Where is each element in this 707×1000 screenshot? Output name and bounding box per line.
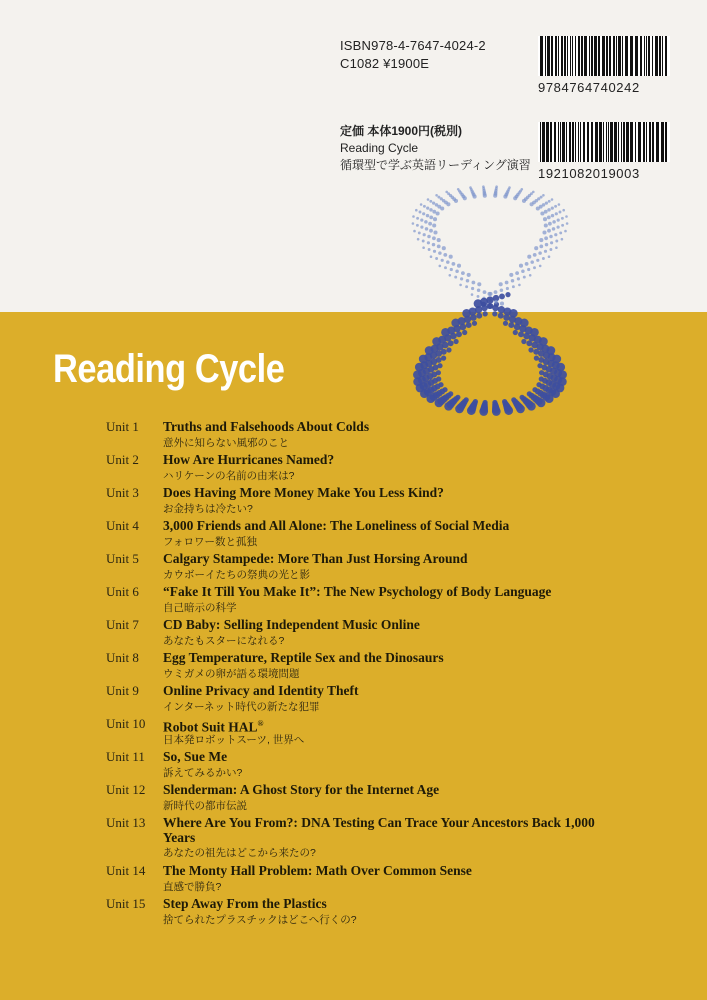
- unit-title: Egg Temperature, Reptile Sex and the Dinosaurs: [163, 650, 444, 665]
- logo-dot: [556, 363, 565, 372]
- logo-dot: [544, 236, 548, 240]
- logo-dot: [449, 255, 453, 259]
- logo-dot: [547, 208, 551, 212]
- logo-dot: [425, 227, 429, 231]
- book-title: Reading Cycle: [53, 347, 285, 391]
- logo-dot: [439, 265, 442, 268]
- logo-dot: [519, 264, 523, 268]
- logo-dot: [540, 211, 544, 215]
- logo-dot: [525, 262, 529, 266]
- logo-dot: [529, 274, 532, 277]
- logo-dot: [476, 313, 482, 319]
- unit-label: Unit 5: [106, 551, 139, 566]
- logo-dot: [509, 309, 518, 318]
- unit-title: The Monty Hall Problem: Math Over Common Sense: [163, 863, 472, 878]
- logo-dot: [530, 202, 534, 206]
- logo-dot: [559, 211, 562, 214]
- logo-dot: [492, 311, 497, 316]
- logo-dot: [493, 194, 497, 198]
- unit-label: Unit 11: [106, 749, 145, 764]
- logo-dot: [433, 230, 437, 234]
- logo-dot: [552, 355, 561, 364]
- logo-dot: [462, 330, 467, 335]
- logo-dot: [454, 199, 458, 203]
- logo-dot: [483, 290, 487, 294]
- logo-dot: [548, 222, 552, 226]
- logo-dot: [413, 230, 416, 233]
- logo-dot: [488, 292, 492, 296]
- logo-dot: [552, 220, 556, 224]
- unit-title: Truths and Falsehoods About Colds: [163, 419, 370, 434]
- logo-dot: [494, 290, 498, 294]
- logo-dot: [460, 277, 463, 280]
- price-line: 定価 本体1900円(税別): [340, 124, 463, 138]
- unit-subtitle: 自己暗示の科学: [163, 602, 237, 614]
- logo-dot: [548, 200, 551, 203]
- logo-dot: [474, 299, 483, 308]
- logo-dot: [471, 293, 474, 296]
- unit-subtitle: 日本発ロボットスーツ, 世界へ: [163, 734, 305, 746]
- logo-dot: [420, 219, 423, 222]
- unit-label: Unit 13: [106, 815, 146, 830]
- logo-dot: [547, 229, 551, 233]
- logo-dot: [432, 337, 441, 346]
- logo-dot: [463, 196, 467, 200]
- logo-dot: [547, 346, 556, 355]
- unit-subtitle: あなたもスターになれる?: [163, 635, 285, 647]
- logo-dot: [459, 284, 462, 287]
- logo-dot: [416, 217, 419, 220]
- logo-dot: [479, 407, 488, 416]
- logo-dot: [512, 285, 515, 288]
- logo-dot: [412, 215, 415, 218]
- logo-dot: [415, 363, 424, 372]
- logo-dot: [438, 251, 442, 255]
- logo-dot: [432, 243, 436, 247]
- unit-subtitle: フォロワー数と孤独: [163, 536, 257, 548]
- unit-title: CD Baby: Selling Independent Music Online: [163, 617, 420, 632]
- logo-dot: [426, 207, 429, 210]
- logo-dot: [435, 194, 438, 197]
- unit-title: Does Having More Money Make You Less Kind?: [163, 485, 444, 500]
- logo-dot: [503, 195, 507, 199]
- logo-dot: [433, 250, 436, 253]
- logo-dot: [466, 279, 470, 283]
- logo-dot: [508, 322, 514, 328]
- unit-subtitle: 直感で勝負?: [163, 881, 222, 893]
- logo-dot: [555, 240, 558, 243]
- logo-dot: [465, 285, 468, 288]
- logo-dot: [443, 253, 447, 257]
- logo-dot: [432, 202, 435, 205]
- logo-dot: [550, 241, 553, 244]
- price-block-title-en: Reading Cycle: [340, 141, 419, 155]
- logo-dot: [467, 273, 471, 277]
- logo-dot: [555, 246, 558, 249]
- logo-dot: [444, 402, 453, 411]
- logo-dot: [419, 211, 422, 214]
- logo-dot: [441, 328, 450, 337]
- logo-dot: [451, 319, 460, 328]
- logo-dot: [423, 233, 426, 236]
- logo-dot: [551, 207, 554, 210]
- logo-dot: [472, 281, 476, 285]
- logo-dot: [544, 223, 548, 227]
- logo-dot: [545, 243, 549, 247]
- unit-title: Slenderman: A Ghost Story for the Internet Age: [163, 782, 440, 797]
- logo-dot: [520, 319, 529, 328]
- unit-label: Unit 14: [106, 863, 146, 878]
- logo-dot: [533, 266, 536, 269]
- logo-dot: [534, 356, 539, 361]
- logo-dot: [527, 402, 536, 411]
- logo-dot: [542, 257, 545, 260]
- logo-dot: [533, 253, 537, 257]
- classification-price-line: C1082 ¥1900E: [340, 56, 430, 71]
- logo-dot: [522, 199, 526, 203]
- logo-dot: [551, 198, 554, 201]
- logo-dot: [432, 223, 436, 227]
- logo-dot: [426, 214, 430, 218]
- unit-subtitle: カウボーイたちの祭典の光と影: [163, 569, 310, 581]
- unit-subtitle: ウミガメの卵が語る環境問題: [163, 668, 300, 680]
- logo-dot: [536, 206, 540, 210]
- unit-title: Robot Suit HAL: [163, 719, 258, 735]
- logo-dot: [473, 195, 477, 199]
- logo-dot: [537, 399, 546, 408]
- logo-dot: [418, 231, 421, 234]
- logo-dot: [565, 215, 568, 218]
- logo-dot: [494, 300, 498, 304]
- logo-dot: [505, 292, 510, 297]
- logo-dot: [506, 287, 509, 290]
- logo-dot: [477, 295, 480, 298]
- logo-dot: [467, 406, 476, 415]
- logo-dot: [440, 206, 444, 210]
- logo-dot: [516, 405, 525, 414]
- logo-dot: [557, 219, 560, 222]
- unit-label: Unit 4: [106, 518, 139, 533]
- logo-dot: [543, 217, 547, 221]
- unit-title: So, Sue Me: [163, 749, 228, 764]
- logo-dot: [446, 347, 451, 352]
- logo-dot: [566, 222, 569, 225]
- unit-subtitle: 意外に知らない風邪のこと: [163, 437, 289, 449]
- logo-dot: [446, 260, 450, 264]
- logo-dot: [435, 257, 438, 260]
- logo-dot: [441, 356, 446, 361]
- logo-dot: [430, 255, 433, 258]
- logo-dot: [561, 217, 564, 220]
- logo-dot: [544, 250, 547, 253]
- logo-dot: [561, 224, 564, 227]
- logo-dot: [504, 406, 513, 415]
- logo-dot: [542, 194, 545, 197]
- price-block-title-jp: 循環型で学ぶ英語リーディング演習: [340, 158, 531, 172]
- logo-dot: [422, 212, 425, 215]
- unit-label: Unit 12: [106, 782, 146, 797]
- logo-dot: [515, 271, 519, 275]
- logo-dot: [452, 262, 456, 266]
- logo-dot: [415, 209, 418, 212]
- logo-dot: [554, 205, 557, 208]
- unit-label: Unit 10: [106, 716, 146, 731]
- logo-dot: [454, 276, 457, 279]
- logo-dot: [521, 270, 525, 274]
- registered-mark: ®: [257, 719, 264, 728]
- logo-dot: [457, 264, 461, 268]
- logo-dot: [547, 216, 551, 220]
- unit-label: Unit 3: [106, 485, 139, 500]
- logo-dot: [437, 245, 441, 249]
- logo-dot: [432, 236, 436, 240]
- logo-dot: [498, 313, 504, 319]
- logo-dot: [477, 289, 481, 293]
- unit-title: “Fake It Till You Make It”: The New Psychology of Body Language: [163, 584, 552, 599]
- logo-dot: [509, 273, 513, 277]
- logo-dot: [536, 259, 539, 262]
- logo-dot: [477, 282, 481, 286]
- unit-label: Unit 8: [106, 650, 139, 665]
- logo-dot: [549, 248, 552, 251]
- logo-dot: [545, 394, 554, 403]
- logo-dot: [500, 302, 504, 306]
- barcode-1-number: 9784764740242: [538, 80, 640, 95]
- unit-title: Online Privacy and Identity Theft: [163, 683, 359, 698]
- logo-dot: [444, 266, 447, 269]
- logo-dot: [548, 255, 551, 258]
- logo-dot: [545, 202, 548, 205]
- logo-dot: [441, 259, 444, 262]
- logo-dot: [555, 212, 558, 215]
- unit-title: Calgary Stampede: More Than Just Horsing Around: [163, 551, 468, 566]
- logo-dot: [499, 282, 503, 286]
- logo-dot: [554, 233, 557, 236]
- logo-dot: [412, 222, 415, 225]
- logo-dot: [561, 238, 564, 241]
- logo-dot: [562, 209, 565, 212]
- logo-dot: [450, 268, 453, 271]
- logo-dot: [557, 226, 560, 229]
- logo-dot: [558, 203, 561, 206]
- logo-dot: [416, 224, 419, 227]
- logo-dot: [454, 339, 459, 344]
- logo-dot: [428, 222, 432, 226]
- logo-dot: [446, 202, 450, 206]
- logo-dot: [513, 196, 517, 200]
- logo-dot: [518, 284, 521, 287]
- logo-dot: [511, 279, 515, 283]
- logo-dot: [483, 311, 488, 316]
- logo-dot: [422, 246, 425, 249]
- unit-title: 3,000 Friends and All Alone: The Loneliness of Social Media: [163, 518, 510, 533]
- unit-subtitle: 訴えてみるかい?: [163, 767, 243, 779]
- logo-dot: [429, 208, 433, 212]
- unit-label: Unit 7: [106, 617, 139, 632]
- logo-dot: [500, 289, 504, 293]
- logo-dot: [436, 211, 440, 215]
- logo-dot: [420, 203, 423, 206]
- logo-dot: [530, 260, 534, 264]
- logo-dot: [423, 205, 426, 208]
- unit-label: Unit 15: [106, 896, 146, 911]
- logo-dot: [425, 346, 434, 355]
- logo-dot: [527, 268, 530, 271]
- logo-dot: [472, 321, 477, 326]
- logo-dot: [417, 238, 420, 241]
- logo-dot: [449, 274, 452, 277]
- logo-dot: [427, 235, 431, 239]
- unit-title: Where Are You From?: DNA Testing Can Trace Your Ancestors Back 1,000 Years: [163, 815, 595, 845]
- logo-dot: [455, 405, 464, 414]
- logo-dot: [429, 200, 432, 203]
- unit-subtitle: あなたの祖先はどこから来たの?: [163, 847, 316, 859]
- logo-dot: [429, 216, 433, 220]
- logo-dot: [538, 251, 542, 255]
- logo-dot: [427, 198, 430, 201]
- unit-title: Step Away From the Plastics: [163, 896, 327, 911]
- logo-dot: [424, 220, 428, 224]
- logo-dot: [542, 230, 546, 234]
- unit-subtitle: 捨てられたプラスチックはどこへ行くの?: [163, 914, 357, 926]
- logo-dot: [442, 246, 446, 250]
- logo-dot: [551, 214, 555, 218]
- logo-dot: [437, 238, 441, 242]
- logo-dot: [549, 235, 553, 239]
- logo-dot: [564, 230, 567, 233]
- logo-dot: [420, 226, 423, 229]
- logo-dot: [419, 355, 428, 364]
- logo-dot: [539, 245, 543, 249]
- logo-dot: [462, 309, 471, 318]
- logo-dot: [530, 328, 539, 337]
- unit-subtitle: 新時代の都市伝説: [163, 800, 247, 812]
- unit-title: How Are Hurricanes Named?: [163, 452, 335, 467]
- unit-label: Unit 6: [106, 584, 139, 599]
- unit-label: Unit 1: [106, 419, 139, 434]
- unit-subtitle: ハリケーンの名前の由来は?: [163, 470, 295, 482]
- barcode-2-number: 1921082019003: [538, 166, 640, 181]
- logo-dot: [527, 255, 531, 259]
- logo-dot: [461, 271, 465, 275]
- logo-dot: [428, 248, 431, 251]
- logo-dot: [427, 241, 430, 244]
- logo-dot: [528, 347, 533, 352]
- logo-dot: [552, 227, 556, 231]
- logo-dot: [422, 240, 425, 243]
- logo-dot: [539, 337, 548, 346]
- logo-dot: [433, 217, 437, 221]
- logo-dot: [499, 293, 505, 299]
- logo-dot: [429, 229, 433, 233]
- unit-subtitle: お金持ちは冷たい?: [163, 503, 253, 515]
- isbn-line: ISBN978-4-7647-4024-2: [340, 38, 486, 53]
- logo-dot: [505, 281, 509, 285]
- logo-dot: [521, 339, 526, 344]
- logo-dot: [539, 265, 542, 268]
- logo-dot: [539, 238, 543, 242]
- logo-dot: [455, 270, 459, 274]
- logo-dot: [559, 231, 562, 234]
- logo-dot: [413, 370, 422, 379]
- logo-dot: [517, 277, 520, 280]
- logo-dot: [513, 330, 518, 335]
- logo-dot: [534, 246, 538, 250]
- unit-label: Unit 2: [106, 452, 139, 467]
- unit-label: Unit 9: [106, 683, 139, 698]
- logo-dot: [492, 407, 501, 416]
- logo-dot: [435, 399, 444, 408]
- logo-dot: [523, 276, 526, 279]
- unit-subtitle: インターネット時代の新たな犯罪: [163, 701, 320, 713]
- logo-dot: [483, 194, 487, 198]
- logo-dot: [503, 321, 508, 326]
- logo-dot: [466, 322, 472, 328]
- logo-dot: [471, 287, 474, 290]
